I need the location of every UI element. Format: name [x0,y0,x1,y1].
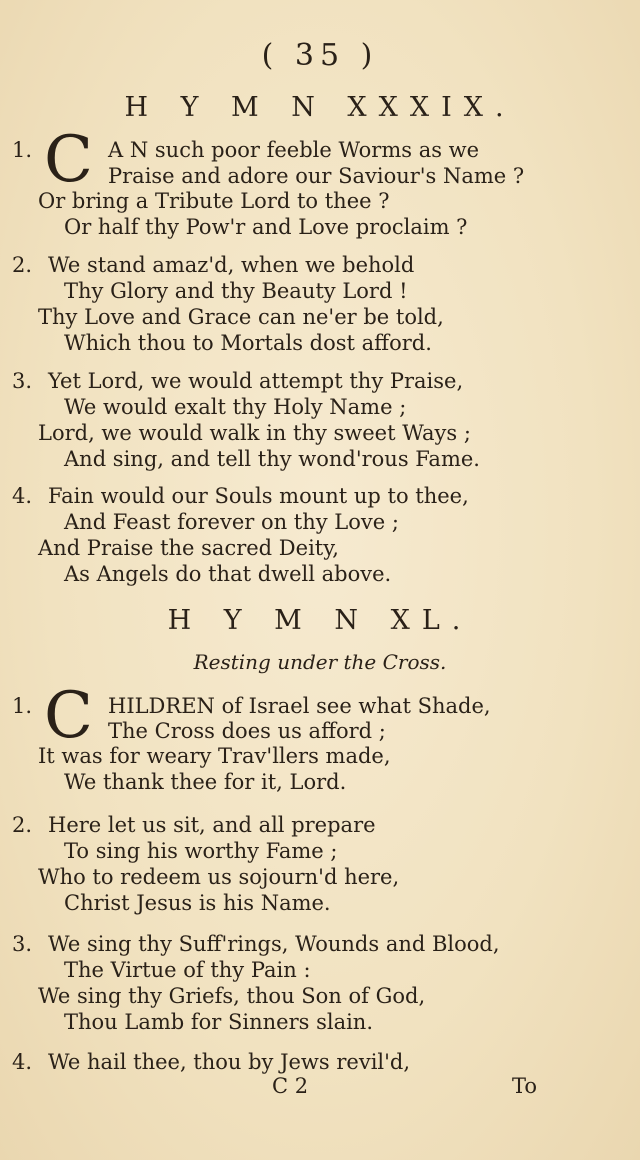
verse-line: Or bring a Tribute Lord to thee ? [38,189,390,213]
verse-line: Thy Glory and thy Beauty Lord ! [64,279,408,303]
verse-line: Or half thy Pow'r and Love proclaim ? [64,215,468,239]
verse-line: As Angels do that dwell above. [64,562,392,586]
verse-line: We would exalt thy Holy Name ; [64,395,407,419]
verse-line: Praise and adore our Saviour's Name ? [108,164,525,188]
drop-cap: C [44,679,93,753]
page-number: ( 35 ) [261,38,379,73]
verse-line: And Feast forever on thy Love ; [64,510,399,534]
drop-cap: C [44,123,93,197]
verse-number: 4. [12,1050,33,1074]
verse-line: Fain would our Souls mount up to thee, [48,484,469,508]
verse-line: We stand amaz'd, when we behold [48,253,415,277]
hymn-title-39: H Y M N XXXIX. [124,92,516,123]
verse-line: And Praise the sacred Deity, [38,536,339,560]
verse-number: 1. [12,138,33,162]
verse-line: Who to redeem us sojourn'd here, [38,865,400,889]
catchword: To [512,1074,538,1098]
verse-line: Thy Love and Grace can ne'er be told, [38,305,444,329]
verse-line: Thou Lamb for Sinners slain. [64,1010,374,1034]
verse-line: The Cross does us afford ; [108,719,386,743]
verse-line: We hail thee, thou by Jews revil'd, [48,1050,411,1074]
verse-line: To sing his worthy Fame ; [64,839,338,863]
verse-line: The Virtue of thy Pain : [64,958,311,982]
verse-line: HILDREN of Israel see what Shade, [108,694,491,718]
verse-line: It was for weary Trav'llers made, [38,744,391,768]
verse-number: 3. [12,932,33,956]
verse-number: 1. [12,694,33,718]
hymn-title-40: H Y M N XL. [167,605,473,636]
signature-mark: C 2 [272,1074,309,1098]
verse-line: A N such poor feeble Worms as we [108,138,480,162]
verse-line: Yet Lord, we would attempt thy Praise, [48,369,464,393]
verse-line: Here let us sit, and all prepare [48,813,376,837]
verse-number: 2. [12,813,33,837]
verse-number: 4. [12,484,33,508]
verse-line: Which thou to Mortals dost afford. [64,331,432,355]
verse-line: And sing, and tell thy wond'rous Fame. [64,447,480,471]
verse-line: We sing thy Griefs, thou Son of God, [38,984,426,1008]
verse-line: Christ Jesus is his Name. [64,891,331,915]
verse-line: We sing thy Suff'rings, Wounds and Blood, [48,932,500,956]
verse-number: 2. [12,253,33,277]
verse-line: Lord, we would walk in thy sweet Ways ; [38,421,471,445]
verse-number: 3. [12,369,33,393]
verse-line: We thank thee for it, Lord. [64,770,347,794]
hymn-subtitle: Resting under the Cross. [193,650,447,674]
